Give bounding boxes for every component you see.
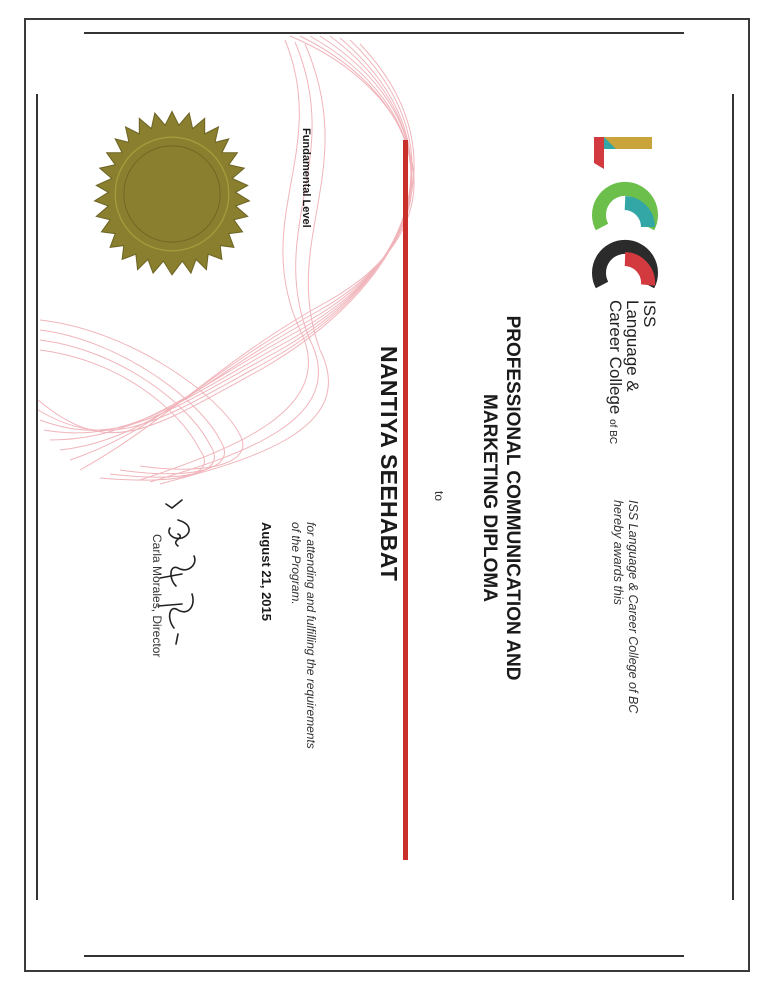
requirements-line2: of the Program. (289, 522, 303, 605)
recipient-name: NANTIYA SEEHABAT (376, 346, 402, 582)
signatory-name: Carla Morales, Director (150, 534, 164, 658)
to-label: to (432, 490, 446, 501)
lcc-logo-icon (590, 135, 660, 305)
college-name-suffix: of BC (607, 419, 618, 445)
program-level: Fundamental Level (300, 128, 312, 228)
award-date: August 21, 2015 (259, 522, 274, 621)
requirements-line1: for attending and fulfilling the requirements (304, 522, 318, 749)
red-divider (403, 140, 408, 860)
director-signature-icon (132, 494, 222, 684)
college-name-line2: Language & (623, 300, 642, 392)
requirements-text (288, 522, 318, 822)
college-name-line1: ISS (640, 300, 659, 328)
award-intro-line1: ISS Language & Career College of BC (626, 500, 640, 714)
college-name-line3: Career College of BC (606, 300, 625, 445)
award-intro-line2: hereby awards this (611, 500, 625, 605)
diploma-title-line2: MARKETING DIPLOMA (479, 394, 500, 602)
diploma-title (478, 268, 524, 728)
diploma-title-line1: PROFESSIONAL COMMUNICATION AND (502, 315, 523, 681)
college-name (604, 300, 658, 460)
award-intro (610, 500, 640, 860)
